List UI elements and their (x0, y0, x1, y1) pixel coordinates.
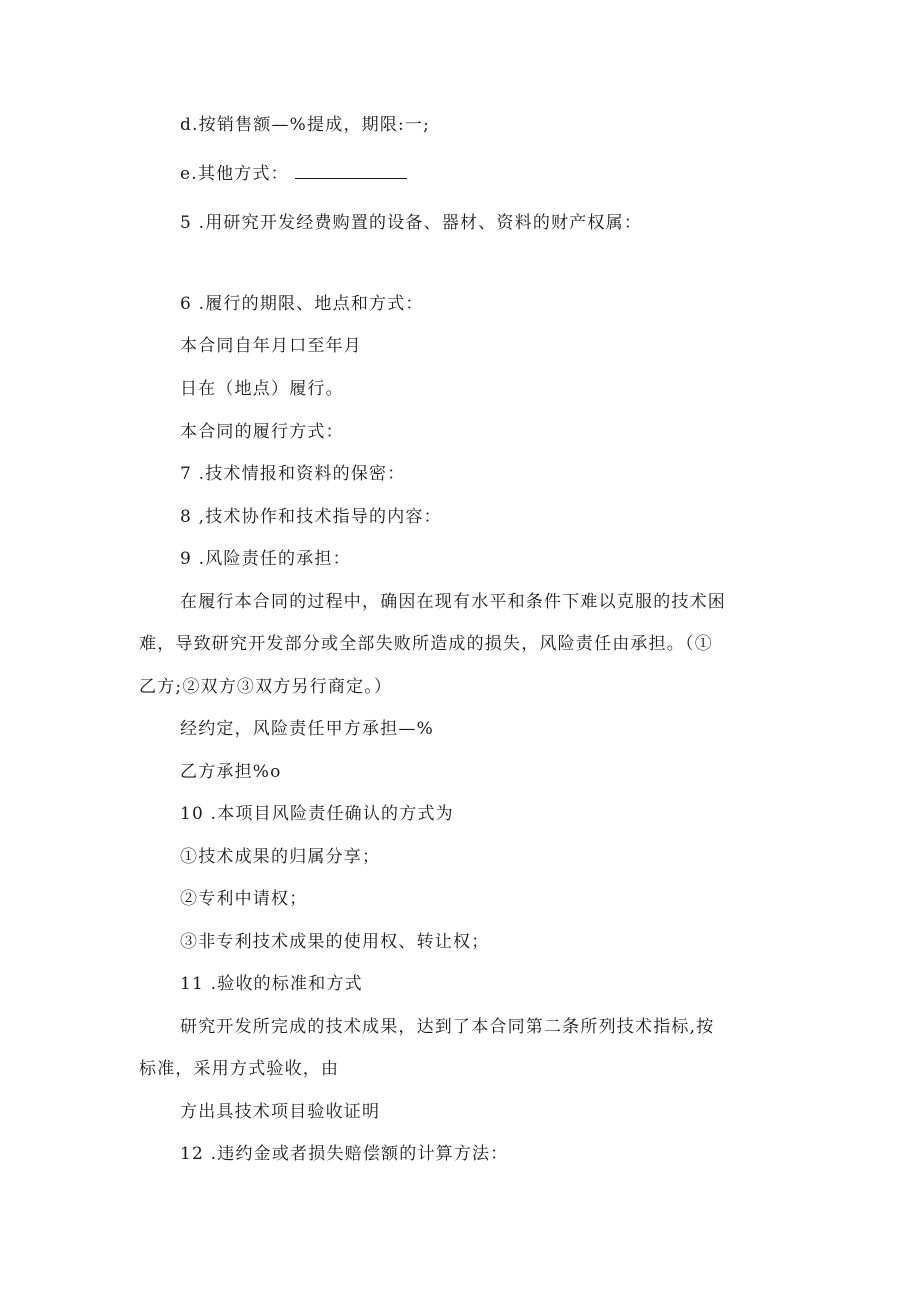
text-line: ①技术成果的归属分享； (180, 847, 381, 867)
text-line: 9 .风险责任的承担： (180, 549, 351, 569)
text-line (180, 162, 407, 186)
text-line: 乙方;②双方③双方另行商定。） (139, 677, 393, 697)
fill-in-blank (295, 162, 407, 179)
text-line: 8 ,技术协作和技术指导的内容： (180, 507, 442, 527)
text-line: ②专利中请权； (180, 889, 308, 909)
text-line-label: e.其他方式： (180, 164, 289, 184)
text-line: 研究开发所完成的技术成果，达到了本合同第二条所列技术指标,按 (180, 1017, 715, 1037)
text-line: ③非专利技术成果的使用权、转让权； (180, 932, 490, 952)
text-line: 5 .用研究开发经费购置的设备、器材、资料的财产权属： (180, 213, 643, 233)
text-line: 难，导致研究开发部分或全部失败所造成的损失，风险责任由承担。（① (139, 634, 713, 654)
text-line: 7 .技术情报和资料的保密： (180, 464, 406, 484)
text-line: 日在（地点）履行。 (180, 379, 344, 399)
text-line: 乙方承担%o (180, 762, 282, 782)
text-line: 标准，采用方式验收，由 (139, 1059, 340, 1079)
text-line: 11 .验收的标准和方式 (180, 974, 363, 994)
text-line: 本合同的履行方式： (180, 422, 344, 442)
text-line: 经约定，风险责任甲方承担—% (180, 719, 434, 739)
text-line: 方出具技术项目验收证明 (180, 1102, 381, 1122)
text-line: 本合同自年月口至年月 (180, 336, 362, 356)
text-line: d.按销售额—%提成，期限:一; (180, 115, 431, 135)
text-line: 在履行本合同的过程中，确因在现有水平和条件下难以克服的技术困 (180, 592, 726, 612)
text-line: 10 .本项目风险责任确认的方式为 (180, 804, 454, 824)
text-line: 6 .履行的期限、地点和方式： (180, 294, 424, 314)
text-line: 12 .违约金或者损失赔偿额的计算方法： (180, 1144, 509, 1164)
